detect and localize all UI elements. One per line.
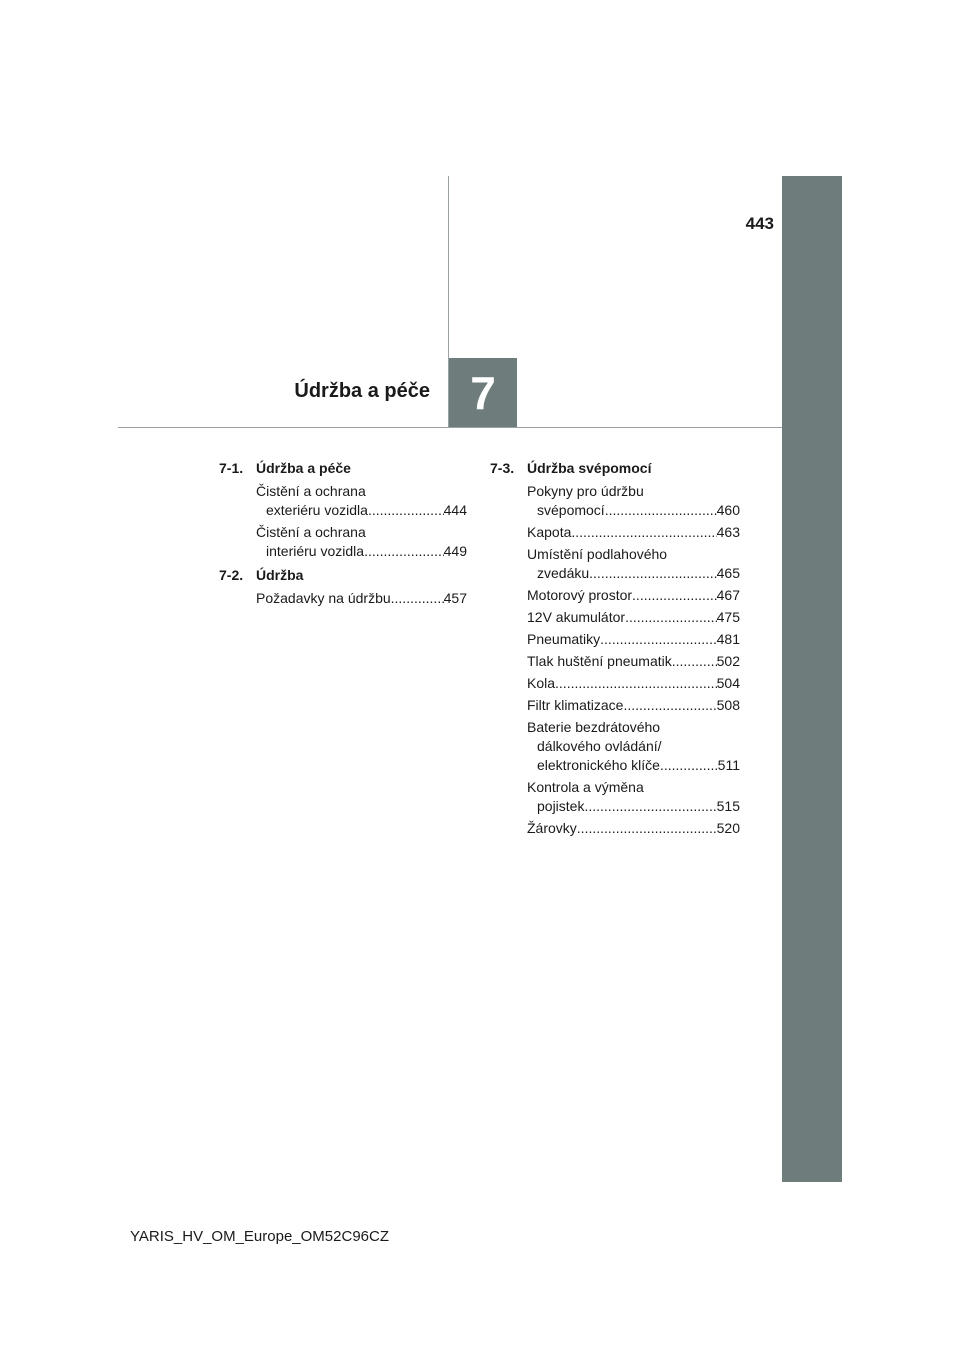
toc-entry[interactable] — [527, 652, 740, 671]
footer-doc-code: YARIS_HV_OM_Europe_OM52C96CZ — [130, 1228, 389, 1245]
dot-leader — [623, 696, 716, 715]
entry-page-number: 481 — [716, 631, 740, 647]
entry-title-line: dálkového ovládání/ — [537, 738, 662, 754]
entry-last-line — [256, 542, 467, 561]
entry-last-line — [527, 652, 740, 671]
dot-leader — [625, 608, 717, 627]
toc-entry[interactable] — [527, 696, 740, 715]
toc-entry[interactable] — [256, 589, 467, 608]
entry-title-line: zvedáku — [537, 565, 590, 581]
entry-page-number: 504 — [716, 675, 740, 691]
toc-entry[interactable] — [527, 608, 740, 627]
toc-entry[interactable] — [527, 482, 740, 520]
entry-last-line — [527, 630, 740, 649]
entry-page-number: 520 — [716, 820, 740, 836]
entry-title-line: Kapota — [527, 524, 572, 540]
entry-title-line: elektronického klíče — [537, 757, 660, 773]
chapter-title: Údržba a péče — [294, 380, 430, 402]
entry-last-line — [527, 501, 740, 520]
dot-leader — [555, 674, 717, 693]
section-heading — [490, 459, 740, 478]
entry-page-number: 460 — [716, 502, 740, 518]
entry-page-number: 508 — [716, 697, 740, 713]
entry-title-line: 12V akumulátor — [527, 609, 626, 625]
section-heading — [219, 566, 467, 585]
dot-leader — [605, 501, 717, 520]
dot-leader — [600, 630, 716, 649]
entry-page-number: 465 — [716, 565, 740, 581]
entry-last-line — [527, 696, 740, 715]
entry-page-number: 467 — [716, 587, 740, 603]
section-title: Údržba — [256, 567, 304, 583]
chapter-side-tab — [782, 176, 842, 1182]
entry-last-line — [527, 608, 740, 627]
section-number: 7-3. — [490, 460, 515, 476]
entry-title-line: Kola — [527, 675, 556, 691]
toc-section — [219, 566, 467, 608]
entry-title-line: svépomocí — [537, 502, 605, 518]
entry-title-line: Požadavky na údržbu — [256, 590, 391, 606]
entry-page-number: 511 — [717, 757, 740, 773]
toc-entry[interactable] — [527, 630, 740, 649]
entry-title-line: Žárovky — [527, 820, 577, 836]
entry-title-line: pojistek — [537, 798, 585, 814]
dot-leader — [632, 586, 717, 605]
entry-last-line — [527, 564, 740, 583]
section-number: 7-2. — [219, 567, 244, 583]
entry-page-number: 515 — [716, 798, 740, 814]
entry-title-line: Baterie bezdrátového — [527, 719, 661, 735]
entry-page-number: 457 — [443, 590, 467, 606]
entry-title-line: Tlak huštění pneumatik — [527, 653, 672, 669]
toc-entry[interactable] — [527, 778, 740, 816]
page-number: 443 — [745, 214, 774, 233]
toc-right-column — [490, 459, 740, 843]
entry-page-number: 463 — [716, 524, 740, 540]
dot-leader — [584, 797, 716, 816]
toc-left-column — [219, 459, 467, 613]
entry-page-number: 444 — [443, 502, 467, 518]
entry-last-line — [527, 523, 740, 542]
dot-leader — [571, 523, 716, 542]
dot-leader — [672, 652, 717, 671]
entry-title-line: Umístění podlahového — [527, 546, 668, 562]
entry-page-number: 449 — [443, 543, 467, 559]
entry-last-line — [527, 797, 740, 816]
toc-entry[interactable] — [527, 718, 740, 775]
toc-entry[interactable] — [256, 523, 467, 561]
toc-entry[interactable] — [256, 482, 467, 520]
entry-page-number: 475 — [716, 609, 740, 625]
entry-last-line — [527, 756, 740, 775]
entry-title-line: Filtr klimatizace — [527, 697, 624, 713]
entry-title-line: Pneumatiky — [527, 631, 601, 647]
dot-leader — [589, 564, 716, 583]
toc-entry[interactable] — [527, 819, 740, 838]
entry-page-number: 502 — [716, 653, 740, 669]
entry-title-line: Čistění a ochrana — [256, 524, 366, 540]
dot-leader — [577, 819, 717, 838]
section-heading — [219, 459, 467, 478]
entry-last-line — [527, 674, 740, 693]
toc-entry[interactable] — [527, 674, 740, 693]
section-title: Údržba a péče — [256, 460, 351, 476]
section-number: 7-1. — [219, 460, 244, 476]
chapter-number-box — [449, 358, 517, 427]
entry-last-line — [527, 586, 740, 605]
dot-leader — [364, 542, 444, 561]
entry-title-line: Kontrola a výměna — [527, 779, 644, 795]
dot-leader — [368, 501, 444, 520]
toc-entry[interactable] — [527, 545, 740, 583]
entry-last-line — [256, 501, 467, 520]
toc-entry[interactable] — [527, 523, 740, 542]
entry-last-line — [256, 589, 467, 608]
section-title: Údržba svépomocí — [527, 460, 652, 476]
entry-title-line: Motorový prostor — [527, 587, 633, 603]
entry-title-line: interiéru vozidla — [266, 543, 365, 559]
toc-section — [490, 459, 740, 838]
entry-title-line: Čistění a ochrana — [256, 483, 366, 499]
entry-title-line: Pokyny pro údržbu — [527, 483, 644, 499]
entry-title-line: exteriéru vozidla — [266, 502, 368, 518]
toc-section — [219, 459, 467, 561]
chapter-number: 7 — [470, 366, 496, 419]
horizontal-divider — [118, 427, 782, 428]
dot-leader — [391, 589, 444, 608]
entry-last-line — [527, 819, 740, 838]
toc-entry[interactable] — [527, 586, 740, 605]
dot-leader — [660, 756, 718, 775]
